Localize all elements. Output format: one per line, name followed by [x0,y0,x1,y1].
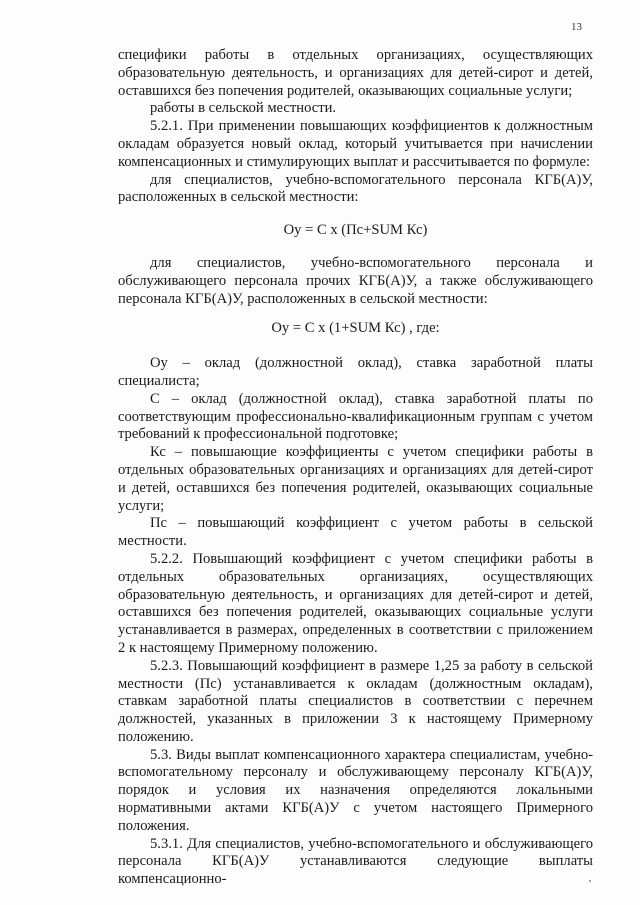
definition-oy: Оу – оклад (должностной оклад), ставка заработной платы специалиста; [118,355,593,389]
document-body [118,47,593,889]
paragraph-5-2-2: 5.2.2. Повышающий коэффициент с учетом специфики работы в отдельных образовательных организациях, осуществляющих образовательную деятельность, и организациях для детей-сирот и детей, оставшихся без попечения родителей, оказывающих социальные услуги устанавливается в размерах, определенных в соответствии с приложением 2 к настоящему Примерному положению. [118,550,593,656]
paragraph-specifics-continuation: специфики работы в отдельных организациях, осуществляющих образовательную деятельность, и организациях для детей-сирот и детей, оставшихся без попечения родителей, оказывающих социальные услуги; [118,47,593,99]
paragraph-rural-specialists: для специалистов, учебно-вспомогательного персонала КГБ(А)У, расположенных в сельской местности: [118,171,593,206]
definition-c: С – оклад (должностной оклад), ставка заработной платы по соответствующим профессионально-квалификационным группам с учетом требований к профессиональной подготовке; [118,390,593,443]
scan-speck [589,880,591,882]
paragraph-rural-work: работы в сельской местности. [150,100,337,117]
paragraph-5-2-3: 5.2.3. Повышающий коэффициент в размере 1,25 за работу в сельской местности (Пс) устанавливается к окладам (должностным окладам), ставкам заработной платы специалистов в соответствии с перечнем должностей, указанных в приложении 3 к настоящему Примерному положению. [118,657,593,745]
paragraph-5-3-1: 5.3.1. Для специалистов, учебно-вспомогательного и обслуживающего персонала КГБ(А)У устанавливаются следующие выплаты компенсационно- [118,835,593,888]
page-number: 13 [571,21,582,33]
formula-rural: Оу = С х (Пс+SUM Кс) [283,222,428,239]
definition-pc: Пс – повышающий коэффициент с учетом работы в сельской местности. [118,515,593,550]
paragraph-other-staff: для специалистов, учебно-вспомогательного персонала и обслуживающего персонала прочих КГБ(А)У, а также обслуживающего персонала КГБ(А)У, расположенных в сельской местности: [118,254,593,307]
definition-kc: Кс – повышающие коэффициенты с учетом специфики работы в отдельных образовательных организациях и организациях для детей-сирот и детей, оставшихся без попечения родителей, оказывающих социальные услуги; [118,444,593,514]
formula-general: Оу = С х (1+SUM Кс) , где: [271,320,440,337]
paragraph-5-2-1: 5.2.1. При применении повышающих коэффициентов к должностным окладам образуется новый оклад, который учитывается при начислении компенсационных и стимулирующих выплат и рассчитывается по формуле: [118,118,593,170]
paragraph-5-3: 5.3. Виды выплат компенсационного характера специалистам, учебно-вспомогательному персоналу и обслуживающему персоналу КГБ(А)У, порядок и условия их назначения определяются локальными нормативными актами КГБ(А)У с учетом настоящего Примерного положения. [118,746,593,834]
